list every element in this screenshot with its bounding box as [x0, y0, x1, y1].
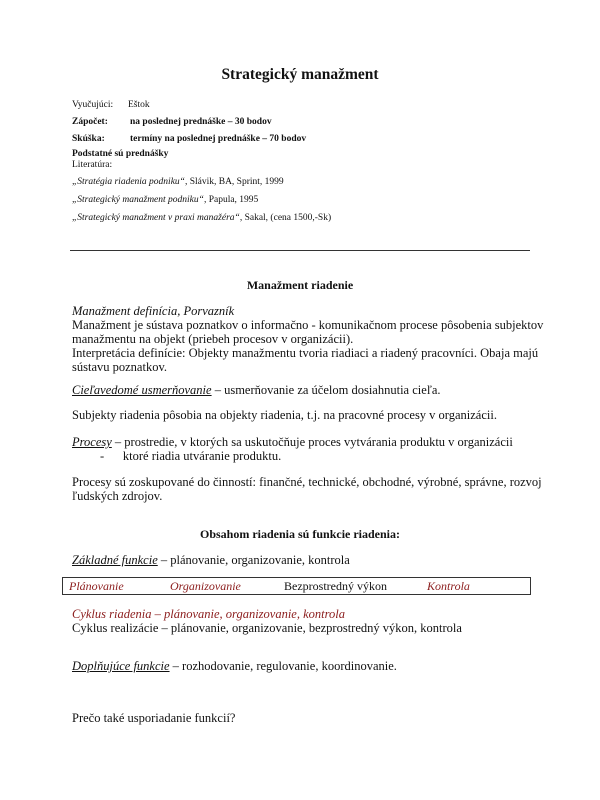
subjects-line: Subjekty riadenia pôsobia na objekty riadenia, t.j. na pracovné procesy v organizácii. [72, 408, 497, 422]
grouped-line: Procesy sú zoskupované do činností: finančné, technické, obchodné, výrobné, správne, rozvoj [72, 475, 542, 489]
process-bullet: - ktoré riadia utváranie produktu. [100, 449, 282, 463]
literature-details: , Papula, 1995 [203, 195, 259, 205]
table-cell: Plánovanie [69, 579, 124, 593]
process-term: Procesy [72, 435, 112, 449]
supplementary-line [72, 659, 397, 674]
section-heading: Obsahom riadenia sú funkcie riadenia: [199, 527, 401, 541]
page-title: Strategický manažment [221, 66, 379, 83]
interpretation-line: Interpretácia definície: Objekty manažmentu tvoria riadiaci a riadený pracovníci. Obaja majú [72, 346, 539, 360]
credit-value: na poslednej prednáške – 30 bodov [130, 117, 272, 127]
grouped-line: ľudských zdrojov. [72, 489, 163, 503]
credit-label: Zápočet: [72, 117, 108, 127]
exam-label: Skúška: [72, 134, 105, 144]
literature-item [72, 177, 284, 187]
lecturer-label: Vyučujúci: [72, 100, 114, 110]
definition-heading: Manažment definícia, Porvazník [72, 304, 235, 318]
closing-question: Prečo také usporiadanie funkcií? [72, 711, 236, 725]
literature-title: „Stratégia riadenia podniku“ [72, 177, 185, 187]
aim-rest: – usmerňovanie za účelom dosiahnutia cieľa. [211, 383, 441, 397]
literature-item [72, 195, 258, 205]
literature-details: , Slávik, BA, Sprint, 1999 [184, 177, 284, 187]
literature-title: „Strategický manažment v praxi manažéra“ [72, 213, 240, 223]
process-line [72, 435, 513, 450]
divider [70, 250, 530, 251]
literature-label: Literatúra: [72, 160, 113, 170]
process-rest: – prostredie, v ktorých sa uskutočňuje proces vytvárania produktu v organizácii [111, 435, 513, 449]
lectures-note: Podstatné sú prednášky [72, 149, 169, 159]
interpretation-line: sústavu poznatkov. [72, 360, 168, 374]
table-cell: Kontrola [427, 579, 470, 593]
aim-line [72, 383, 441, 398]
cycle-line: Cyklus riadenia – plánovanie, organizovanie, kontrola [72, 607, 345, 621]
table-cell: Bezprostredný výkon [284, 579, 387, 593]
exam-value: termíny na poslednej prednáške – 70 bodov [130, 134, 307, 144]
definition-line: manažmentu na objekt (priebeh procesov v organizácii). [72, 332, 354, 346]
basic-functions-rest: – plánovanie, organizovanie, kontrola [157, 553, 350, 567]
literature-details: , Sakal, (cena 1500,-Sk) [239, 213, 332, 223]
section-heading: Manažment riadenie [246, 278, 354, 292]
table-cell: Organizovanie [170, 579, 241, 593]
basic-functions-term: Základné funkcie [72, 553, 158, 567]
supplementary-rest: – rozhodovanie, regulovanie, koordinovanie. [169, 659, 397, 673]
literature-item [72, 213, 331, 223]
functions-table [62, 577, 531, 595]
lecturer-name: Eštok [128, 100, 150, 110]
realization-line: Cyklus realizácie – plánovanie, organizovanie, bezprostredný výkon, kontrola [72, 621, 462, 635]
aim-term: Cieľavedomé usmerňovanie [72, 383, 212, 397]
supplementary-term: Doplňujúce funkcie [72, 659, 170, 673]
literature-title: „Strategický manažment podniku“ [72, 195, 204, 205]
definition-line: Manažment je sústava poznatkov o informačno - komunikačnom procese pôsobenia subjektov [72, 318, 544, 332]
basic-functions-line [72, 553, 350, 568]
